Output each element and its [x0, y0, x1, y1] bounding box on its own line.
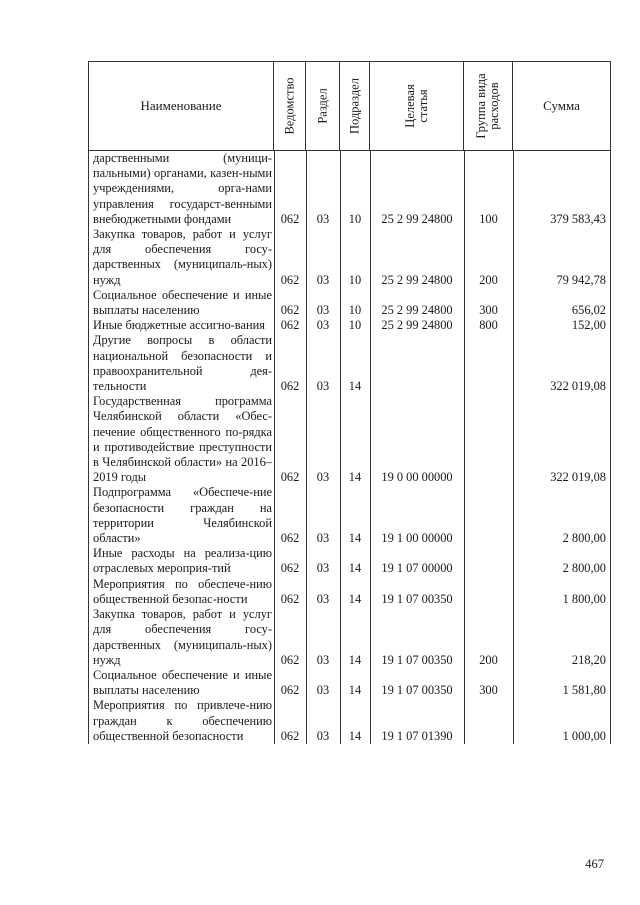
- row-summa: 152,00: [571, 318, 606, 333]
- row-podrazdel: 14: [348, 728, 362, 743]
- row-podrazdel: 10: [348, 318, 362, 333]
- table-row: [89, 394, 610, 485]
- row-celevaya: 19 1 07 00350: [381, 683, 453, 698]
- row-name: дарственными (муници-пальными) органами, казен-ными учреждениями, орга-нами управления государст-венными внебюджетными фондами: [93, 151, 272, 226]
- row-name: Подпрограмма «Обеспече-ние безопасности граждан на территории Челябинской области»: [93, 485, 272, 546]
- row-podrazdel: 10: [348, 272, 362, 287]
- row-podrazdel: 14: [348, 561, 362, 576]
- row-vedomstvo: 062: [280, 303, 300, 318]
- row-celevaya: 19 0 00 00000: [381, 470, 453, 485]
- row-summa: 1 581,80: [562, 683, 606, 698]
- row-razdel: 03: [316, 728, 330, 743]
- row-summa: 1 800,00: [562, 591, 606, 606]
- table-row: [89, 151, 610, 227]
- header-name: Наименование: [140, 98, 222, 113]
- row-summa: 1 000,00: [562, 728, 606, 743]
- row-celevaya: 19 1 07 00350: [381, 652, 453, 667]
- row-vedomstvo: 062: [280, 652, 300, 667]
- table-row: [89, 288, 610, 318]
- row-name: Иные расходы на реализа-цию отраслевых мероприя-тий: [93, 546, 272, 576]
- row-name: Государственная программа Челябинской области «Обес-печение общественного по-рядка и противодействие преступности в Челябинской области» на 2016–2019 годы: [93, 394, 272, 485]
- header-razdel: Раздел: [315, 88, 329, 124]
- row-vedomstvo: 062: [280, 591, 300, 606]
- header-vedomstvo-cell: [274, 62, 306, 150]
- row-summa: 2 800,00: [562, 561, 606, 576]
- row-name: Социальное обеспечение и иные выплаты населению: [93, 667, 272, 698]
- row-razdel: 03: [316, 303, 330, 318]
- table-row: [89, 668, 610, 698]
- row-razdel: 03: [316, 211, 330, 226]
- row-celevaya: 25 2 99 24800: [381, 211, 453, 226]
- row-razdel: 03: [316, 683, 330, 698]
- row-gruppa: 300: [479, 303, 498, 318]
- row-vedomstvo: 062: [280, 318, 300, 333]
- row-vedomstvo: 062: [280, 531, 300, 546]
- row-podrazdel: 14: [348, 470, 362, 485]
- row-name: Социальное обеспечение и иные выплаты населению: [93, 287, 272, 318]
- header-celevaya-line2: статья: [415, 89, 430, 123]
- header-celevaya: [404, 84, 430, 127]
- header-podrazdel: Подраздел: [347, 78, 361, 134]
- row-celevaya: 19 1 07 00000: [381, 561, 453, 576]
- row-vedomstvo: 062: [280, 561, 300, 576]
- row-vedomstvo: 062: [280, 683, 300, 698]
- row-podrazdel: 10: [348, 303, 362, 318]
- row-razdel: 03: [316, 379, 330, 394]
- header-gruppa-line1: Группа вида: [474, 73, 488, 139]
- row-celevaya: 25 2 99 24800: [381, 318, 453, 333]
- table-row: [89, 333, 610, 394]
- row-name: Мероприятия по обеспече-нию общественной безопас-ности: [93, 576, 272, 606]
- column-divider: [340, 151, 341, 744]
- header-gruppa: [475, 73, 501, 138]
- row-celevaya: 25 2 99 24800: [381, 303, 453, 318]
- header-gruppa-line2: расходов: [487, 82, 501, 130]
- budget-table: [88, 61, 611, 744]
- table-row: [89, 607, 610, 668]
- row-podrazdel: 14: [348, 591, 362, 606]
- header-gruppa-cell: [464, 62, 513, 150]
- header-celevaya-line1: Целевая: [402, 84, 417, 128]
- row-podrazdel: 14: [348, 379, 362, 394]
- column-divider: [306, 151, 307, 744]
- row-vedomstvo: 062: [280, 379, 300, 394]
- row-celevaya: 19 1 07 01390: [381, 728, 453, 743]
- table-header: [89, 62, 610, 151]
- row-summa: 379 583,43: [550, 211, 606, 226]
- row-summa: 322 019,08: [550, 379, 606, 394]
- row-name: Другие вопросы в области национальной безопасности и правоохранительной дея-тельности: [93, 333, 272, 394]
- row-gruppa: 800: [479, 318, 498, 333]
- column-divider: [274, 151, 275, 744]
- table-row: [89, 577, 610, 607]
- column-divider: [370, 151, 371, 744]
- row-name: Закупка товаров, работ и услуг для обеспечения госу-дарственных (муниципаль-ных) нужд: [93, 227, 272, 287]
- column-divider: [513, 151, 514, 744]
- table-body: [89, 151, 610, 744]
- header-razdel-cell: [306, 62, 340, 150]
- row-summa: 79 942,78: [556, 272, 606, 287]
- table-row: [89, 698, 610, 744]
- row-summa: 2 800,00: [562, 531, 606, 546]
- table-row: [89, 485, 610, 546]
- row-summa: 322 019,08: [550, 470, 606, 485]
- row-celevaya: 19 1 00 00000: [381, 531, 453, 546]
- row-gruppa: 200: [479, 652, 498, 667]
- row-podrazdel: 14: [348, 683, 362, 698]
- header-name-cell: [89, 62, 274, 150]
- row-vedomstvo: 062: [280, 728, 300, 743]
- row-vedomstvo: 062: [280, 211, 300, 226]
- row-name: Мероприятия по привлече-нию граждан к обеспечению общественной безопасности: [93, 698, 272, 743]
- row-vedomstvo: 062: [280, 272, 300, 287]
- row-razdel: 03: [316, 318, 330, 333]
- row-gruppa: 100: [479, 211, 498, 226]
- row-celevaya: 19 1 07 00350: [381, 591, 453, 606]
- row-podrazdel: 14: [348, 531, 362, 546]
- table-row: [89, 546, 610, 576]
- row-name: Иные бюджетные ассигно-вания: [93, 318, 265, 333]
- row-summa: 218,20: [571, 652, 606, 667]
- header-summa-cell: [513, 62, 610, 150]
- header-celevaya-cell: [370, 62, 464, 150]
- table-row: [89, 227, 610, 288]
- row-razdel: 03: [316, 531, 330, 546]
- row-gruppa: 300: [479, 683, 498, 698]
- row-gruppa: 200: [479, 272, 498, 287]
- row-razdel: 03: [316, 561, 330, 576]
- row-celevaya: 25 2 99 24800: [381, 272, 453, 287]
- row-razdel: 03: [316, 652, 330, 667]
- header-podrazdel-cell: [340, 62, 370, 150]
- row-razdel: 03: [316, 591, 330, 606]
- row-podrazdel: 14: [348, 652, 362, 667]
- header-summa: Сумма: [543, 98, 580, 113]
- table-row: [89, 318, 610, 333]
- row-razdel: 03: [316, 470, 330, 485]
- row-razdel: 03: [316, 272, 330, 287]
- row-summa: 656,02: [571, 303, 606, 318]
- header-vedomstvo: Ведомство: [282, 77, 296, 135]
- row-vedomstvo: 062: [280, 470, 300, 485]
- row-name: Закупка товаров, работ и услуг для обеспечения госу-дарственных (муниципаль-ных) нужд: [93, 607, 272, 667]
- row-podrazdel: 10: [348, 211, 362, 226]
- page-number: 467: [585, 857, 604, 871]
- column-divider: [464, 151, 465, 744]
